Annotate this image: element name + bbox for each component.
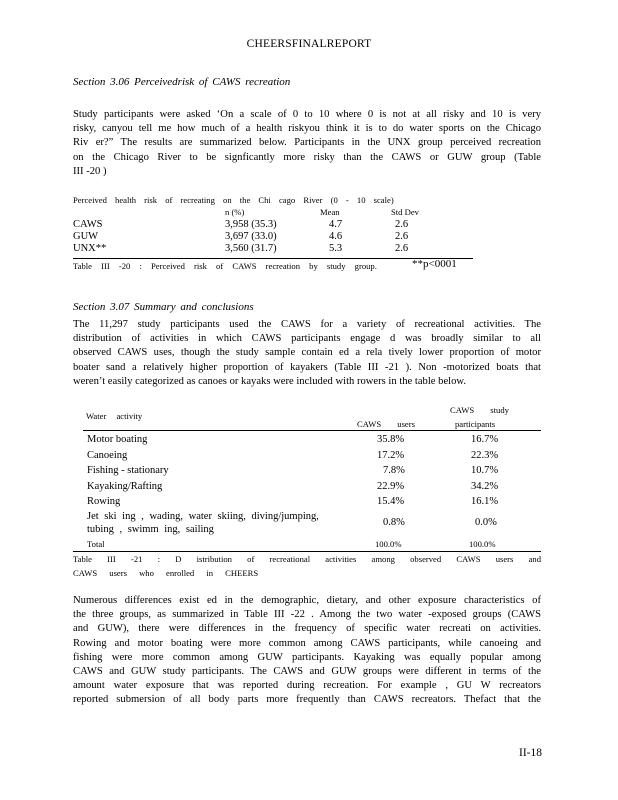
col-n-header: n (%) [225, 207, 245, 217]
row-label: Rowing [87, 496, 121, 508]
row-participants: 16.1% [471, 496, 499, 508]
row-mean: 4.7 [329, 219, 343, 230]
row-users: 7.8% [383, 465, 405, 477]
table-rule [83, 430, 541, 431]
risk-table-footnote: **p<0001 [412, 258, 457, 270]
row-users: 15.4% [377, 496, 405, 508]
row-participants: 0.0% [475, 516, 497, 528]
col-users-header: CAWS users [357, 419, 415, 429]
table-row [83, 432, 541, 448]
paragraph-line: Rowing and motor boating were more common among CAWS participants, while canoeing and [73, 637, 541, 649]
table-row [73, 231, 541, 243]
paragraph-line: Riv er?” The results are summarized below. Participants in the UNX group perceived recreation [73, 137, 541, 149]
section-heading-3-06: Section 3.06 Perceivedrisk of CAWS recreation [73, 76, 291, 88]
table-row [83, 463, 541, 479]
paragraph-line: The 11,297 study participants used the CAWS for a variety of recreational activities. The [73, 319, 541, 330]
risk-table-header [73, 195, 541, 219]
total-label: Total [87, 538, 105, 549]
paragraph-line: Study participants were asked ‘On a scale of 0 to 10 where 0 is not at all risky and 10 is very [73, 109, 541, 120]
paragraph-line: distribution of activities in which CAWS participants engage d was broadly similar to all [73, 333, 541, 345]
report-header: CHEERSFINALREPORT [246, 38, 372, 50]
row-users: 0.8% [383, 516, 405, 528]
row-users: 17.2% [377, 449, 405, 461]
paragraph-line: and GUW), there were differences in the frequency of specific water recreati on activities. [73, 623, 541, 635]
row-label: CAWS [73, 219, 103, 230]
col-participants-header: CAWS study [450, 405, 509, 415]
paragraph-line: amount water exposure that was reported during recreation. For example , GU W recreators [73, 680, 541, 692]
row-participants: 10.7% [471, 465, 499, 477]
col-mean-header: Mean [320, 207, 340, 217]
table-row [83, 510, 541, 537]
table-total-row [83, 537, 541, 551]
activity-table-caption: Table III -21 : D istribution of recreational activities among observed CAWS users and [73, 554, 541, 564]
paragraph-line: boater sand a relatively higher proportion of kayakers (Table III -21 ). Non -motorized boats that [73, 361, 541, 373]
paragraph-line: reported submersion of all body parts more frequently than CAWS recreators. Thefact that the [73, 694, 541, 706]
total-participants: 100.0% [469, 538, 496, 549]
paragraph-line: fishing were more common among GUW participants. Kayaking was equally popular among [73, 651, 541, 663]
section-3-07-paragraph [73, 318, 541, 389]
row-mean: 5.3 [329, 243, 343, 254]
risk-table [73, 195, 541, 255]
paragraph-line: on the Chicago River to be signficantly more risky than the CAWS or GUW group (Table [73, 151, 541, 163]
row-n: 3,958 (35.3) [225, 219, 277, 230]
table-row [73, 243, 541, 255]
table-row [83, 448, 541, 464]
page-number: II-18 [519, 747, 542, 759]
col-activity-header: Water activity [86, 411, 143, 421]
paragraph-line: Numerous differences exist ed in the demographic, dietary, and other exposure characteristics of [73, 595, 541, 606]
paragraph-line: weren’t easily categorized as canoes or kayaks were included with rowers in the table below. [73, 375, 466, 387]
row-users: 35.8% [377, 434, 405, 445]
col-participants-header-2: participants [455, 419, 496, 429]
row-label: Kayaking/Rafting [87, 480, 163, 492]
row-sd: 2.6 [395, 219, 409, 230]
risk-table-caption: Table III -20 : Perceived risk of CAWS recreation by study group. [73, 261, 377, 271]
row-label: Canoeing [87, 449, 128, 461]
paragraph-line: observed CAWS uses, though the study sample contain ed a rela tively lower proportion of motor [73, 347, 541, 359]
paragraph-line: the three groups, as summarized in Table III -22 . Among the two water -exposed groups (CAWS [73, 609, 541, 621]
paragraph-line: risky, canyou tell me how much of a health riskyou think it is to do water sports on the Chicago [73, 123, 541, 135]
section-3-06-paragraph [73, 108, 541, 179]
row-participants: 34.2% [471, 480, 499, 492]
row-label-cont: tubing , swimm ing, sailing [87, 523, 214, 535]
differences-paragraph [73, 594, 541, 708]
row-sd: 2.6 [395, 243, 409, 254]
table-row [73, 219, 541, 231]
table-row [83, 479, 541, 495]
row-label: Motor boating [87, 434, 148, 445]
row-sd: 2.6 [395, 231, 409, 242]
paragraph-line: III -20 ) [73, 165, 107, 177]
row-participants: 22.3% [471, 449, 499, 461]
risk-table-title: Perceived health risk of recreating on the Chi cago River (0 - 10 scale) [73, 195, 394, 205]
table-rule [73, 551, 541, 552]
row-users: 22.9% [377, 480, 405, 492]
row-label: Jet ski ing , wading, water skiing, diving/jumping, [87, 510, 319, 522]
row-label: UNX** [73, 243, 107, 254]
activity-table [83, 432, 541, 551]
row-participants: 16.7% [471, 434, 499, 445]
total-users: 100.0% [375, 538, 402, 549]
col-sd-header: Std Dev [391, 207, 419, 217]
row-label: Fishing - stationary [87, 465, 169, 477]
row-label: GUW [73, 231, 99, 242]
row-n: 3,697 (33.0) [225, 231, 277, 242]
paragraph-line: CAWS and GUW study participants. The CAWS and GUW groups were different in terms of the [73, 666, 541, 678]
row-n: 3,560 (31.7) [225, 243, 277, 254]
section-heading-3-07: Section 3.07 Summary and conclusions [73, 301, 254, 313]
table-row [83, 494, 541, 510]
activity-table-caption-2: CAWS users who enrolled in CHEERS [73, 568, 259, 578]
row-mean: 4.6 [329, 231, 343, 242]
